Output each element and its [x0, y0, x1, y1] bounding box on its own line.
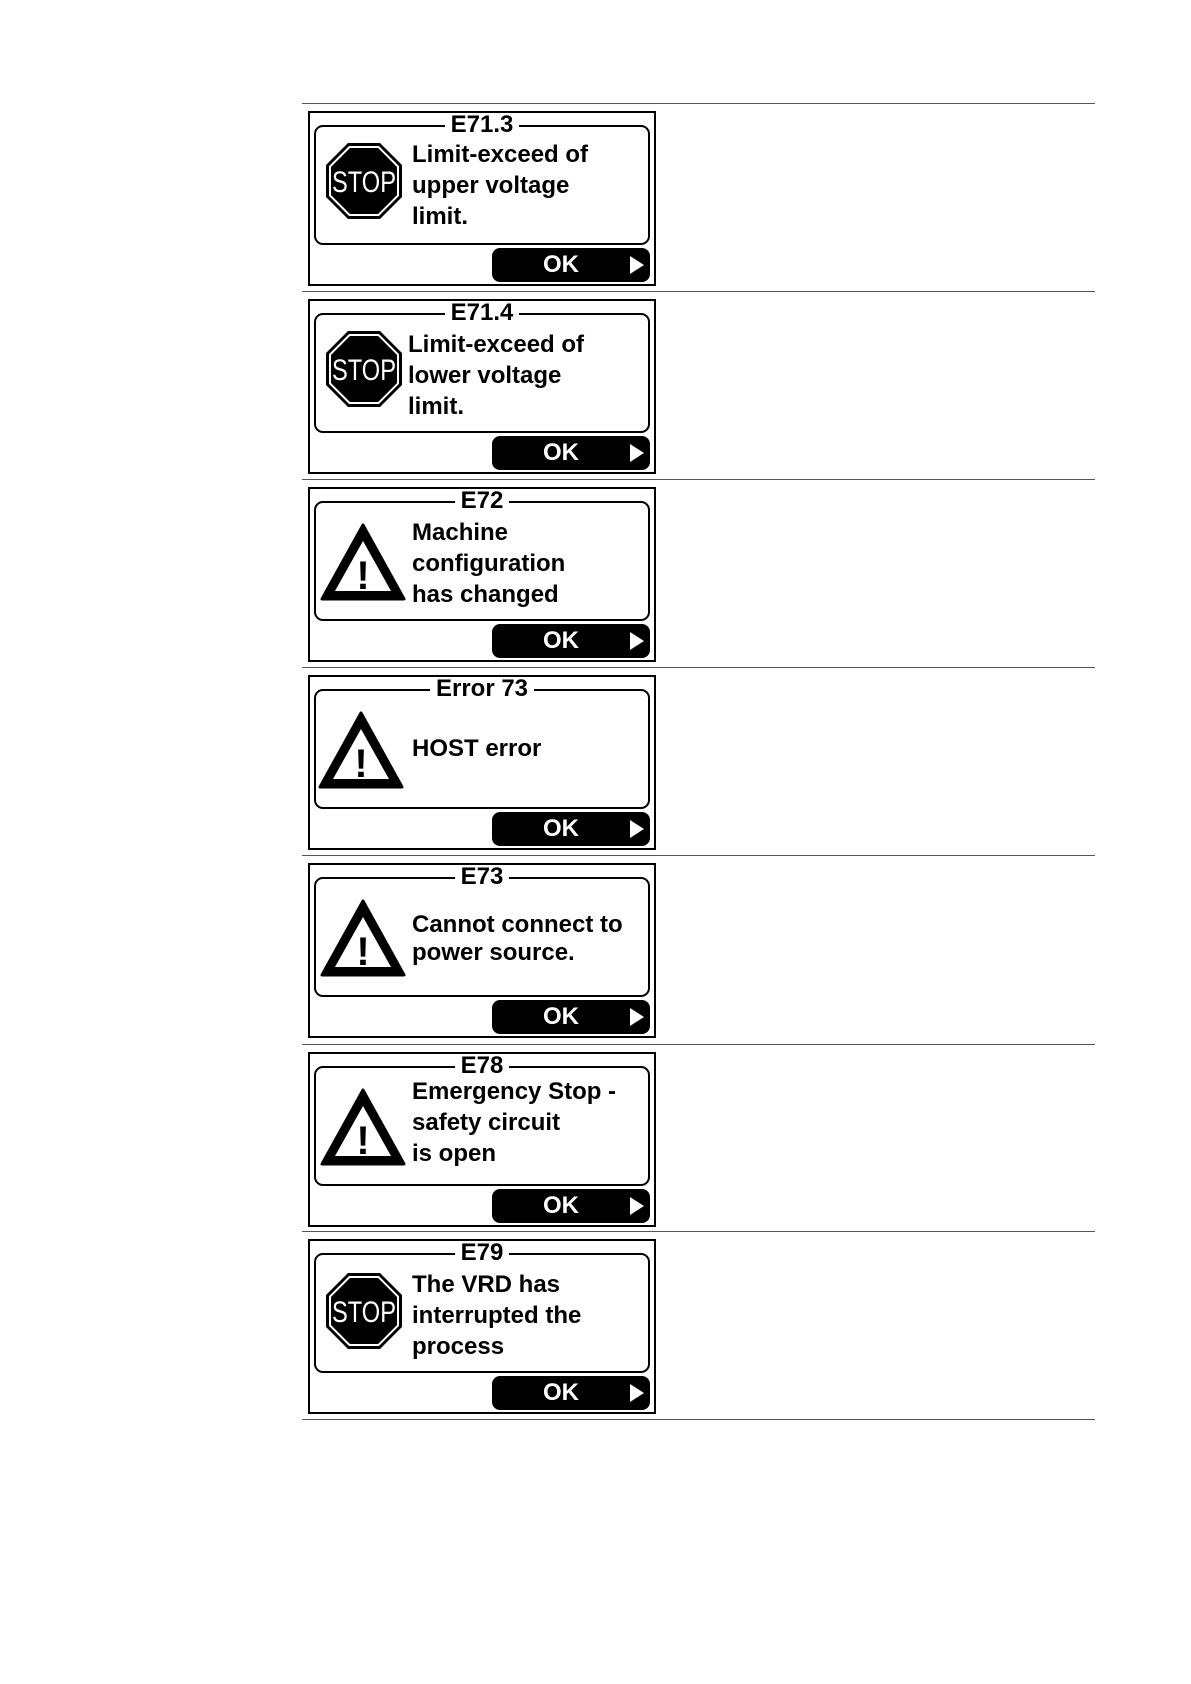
table-row — [302, 1232, 1095, 1420]
arrow-right-icon — [630, 1197, 644, 1215]
error-message: Limit-exceed of lower voltage limit. — [408, 331, 585, 420]
warning-triangle-icon — [320, 899, 406, 979]
stop-sign-icon — [324, 1271, 404, 1351]
error-code-table — [302, 103, 1095, 1420]
arrow-right-icon — [630, 1384, 644, 1402]
error-code: E73 — [455, 865, 510, 889]
error-screen — [308, 1239, 656, 1414]
svg-text:!: ! — [356, 1119, 370, 1163]
table-row — [302, 292, 1095, 480]
ok-button[interactable] — [492, 1000, 650, 1034]
message-frame — [314, 675, 650, 809]
ok-button-label: OK — [543, 627, 579, 654]
svg-text:!: ! — [354, 742, 368, 786]
arrow-right-icon — [630, 1008, 644, 1026]
error-message: Emergency Stop - safety circuit is open — [412, 1078, 617, 1167]
warning-triangle-icon — [320, 1088, 406, 1168]
message-frame — [314, 863, 650, 997]
svg-text:STOP: STOP — [332, 166, 396, 199]
ok-button-label: OK — [543, 1379, 579, 1406]
error-code: E71.4 — [445, 301, 520, 325]
arrow-right-icon — [630, 632, 644, 650]
error-message: Limit-exceed of upper voltage limit. — [412, 141, 589, 230]
ok-button-label: OK — [543, 815, 579, 842]
error-message: HOST error — [412, 735, 542, 762]
table-row — [302, 104, 1095, 292]
message-frame — [314, 1052, 650, 1186]
error-screen — [308, 1052, 656, 1227]
svg-text:STOP: STOP — [332, 1296, 396, 1329]
error-screen — [308, 299, 656, 474]
warning-triangle-icon — [318, 711, 404, 791]
ok-button-label: OK — [543, 1192, 579, 1219]
message-frame — [314, 487, 650, 621]
error-message: Machine configuration has changed — [412, 519, 566, 608]
ok-button[interactable] — [492, 1189, 650, 1223]
arrow-right-icon — [630, 256, 644, 274]
table-row — [302, 668, 1095, 856]
error-code: E72 — [455, 489, 510, 513]
error-screen — [308, 111, 656, 286]
ok-button-label: OK — [543, 439, 579, 466]
arrow-right-icon — [630, 444, 644, 462]
table-row — [302, 856, 1095, 1044]
error-message: Cannot connect to power source. — [412, 911, 623, 966]
error-screen — [308, 863, 656, 1038]
error-screen — [308, 487, 656, 662]
stop-sign-icon — [324, 329, 404, 409]
error-screen — [308, 675, 656, 850]
stop-sign-icon — [324, 141, 404, 221]
arrow-right-icon — [630, 820, 644, 838]
ok-button-label: OK — [543, 251, 579, 278]
ok-button[interactable] — [492, 1376, 650, 1410]
table-row — [302, 1044, 1095, 1232]
svg-text:!: ! — [356, 930, 370, 974]
message-frame — [314, 1239, 650, 1373]
error-code: E71.3 — [445, 113, 520, 137]
svg-text:STOP: STOP — [332, 354, 396, 387]
message-frame — [314, 111, 650, 245]
ok-button[interactable] — [492, 624, 650, 658]
message-frame — [314, 299, 650, 433]
ok-button-label: OK — [543, 1003, 579, 1030]
ok-button[interactable] — [492, 248, 650, 282]
warning-triangle-icon — [320, 523, 406, 603]
table-row — [302, 480, 1095, 668]
svg-text:!: ! — [356, 554, 370, 598]
error-code: Error 73 — [430, 677, 534, 701]
error-code: E79 — [455, 1241, 510, 1265]
ok-button[interactable] — [492, 812, 650, 846]
error-message: The VRD has interrupted the process — [412, 1271, 582, 1360]
error-code: E78 — [455, 1054, 510, 1078]
ok-button[interactable] — [492, 436, 650, 470]
